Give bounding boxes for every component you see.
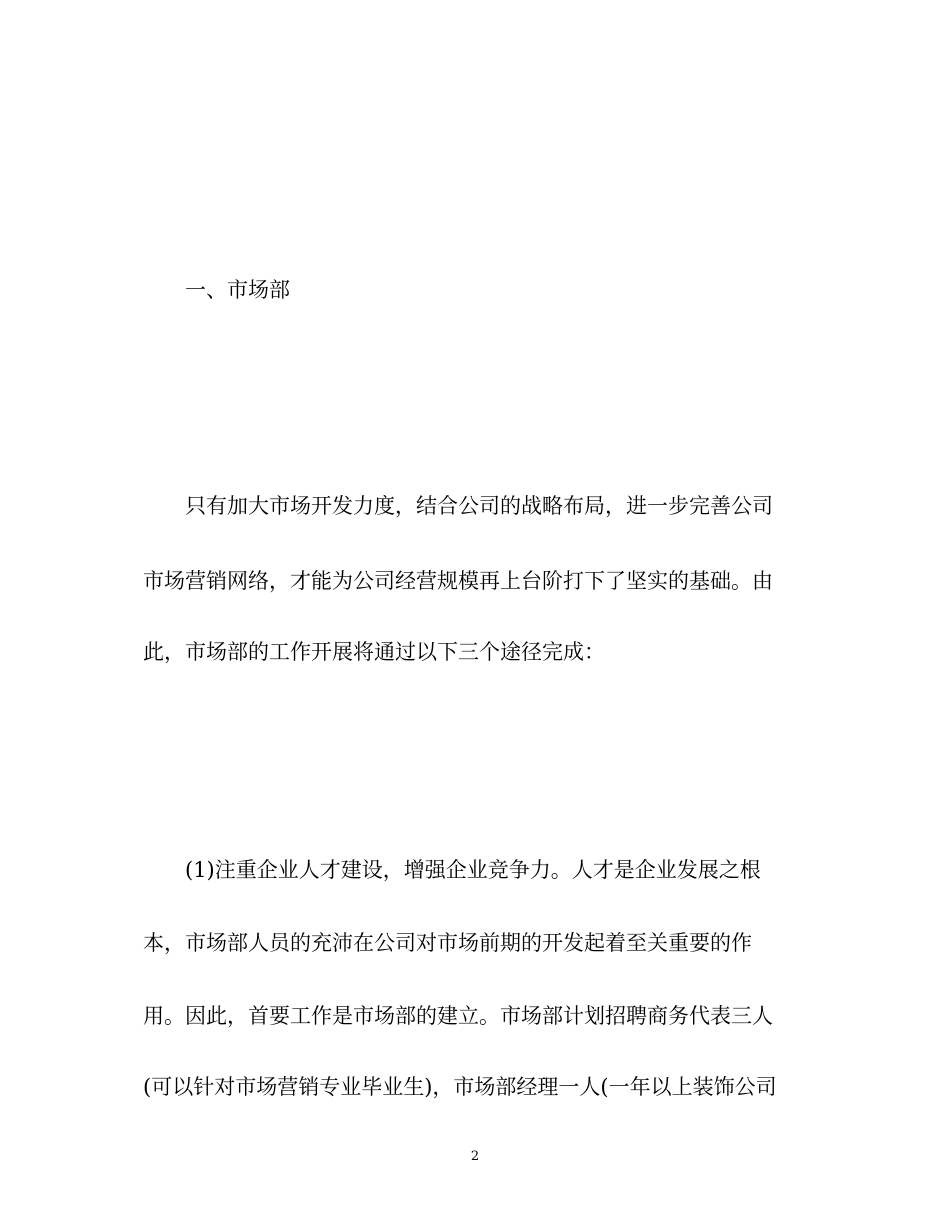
paragraph-1-line-1: 只有加大市场开发力度，结合公司的战略布局，进一步完善公司 (185, 494, 773, 518)
paragraph-1-line-2: 市场营销网络，才能为公司经营规模再上台阶打下了坚实的基础。由 (143, 569, 773, 593)
paragraph-1-line-3: 此，市场部的工作开展将通过以下三个途径完成： (143, 640, 605, 664)
paragraph-2-line-1: (1)注重企业人才建设，增强企业竞争力。人才是企业发展之根 (185, 858, 761, 882)
paragraph-2-line-4: (可以针对市场营销专业毕业生)，市场部经理一人(一年以上装饰公司 (143, 1075, 777, 1099)
paragraph-2-line-2: 本，市场部人员的充沛在公司对市场前期的开发起着至关重要的作 (143, 931, 752, 955)
paragraph-2-line-3: 用。因此，首要工作是市场部的建立。市场部计划招聘商务代表三人 (143, 1004, 773, 1028)
section-heading: 一、市场部 (185, 278, 290, 302)
page-number: 2 (470, 1149, 480, 1164)
